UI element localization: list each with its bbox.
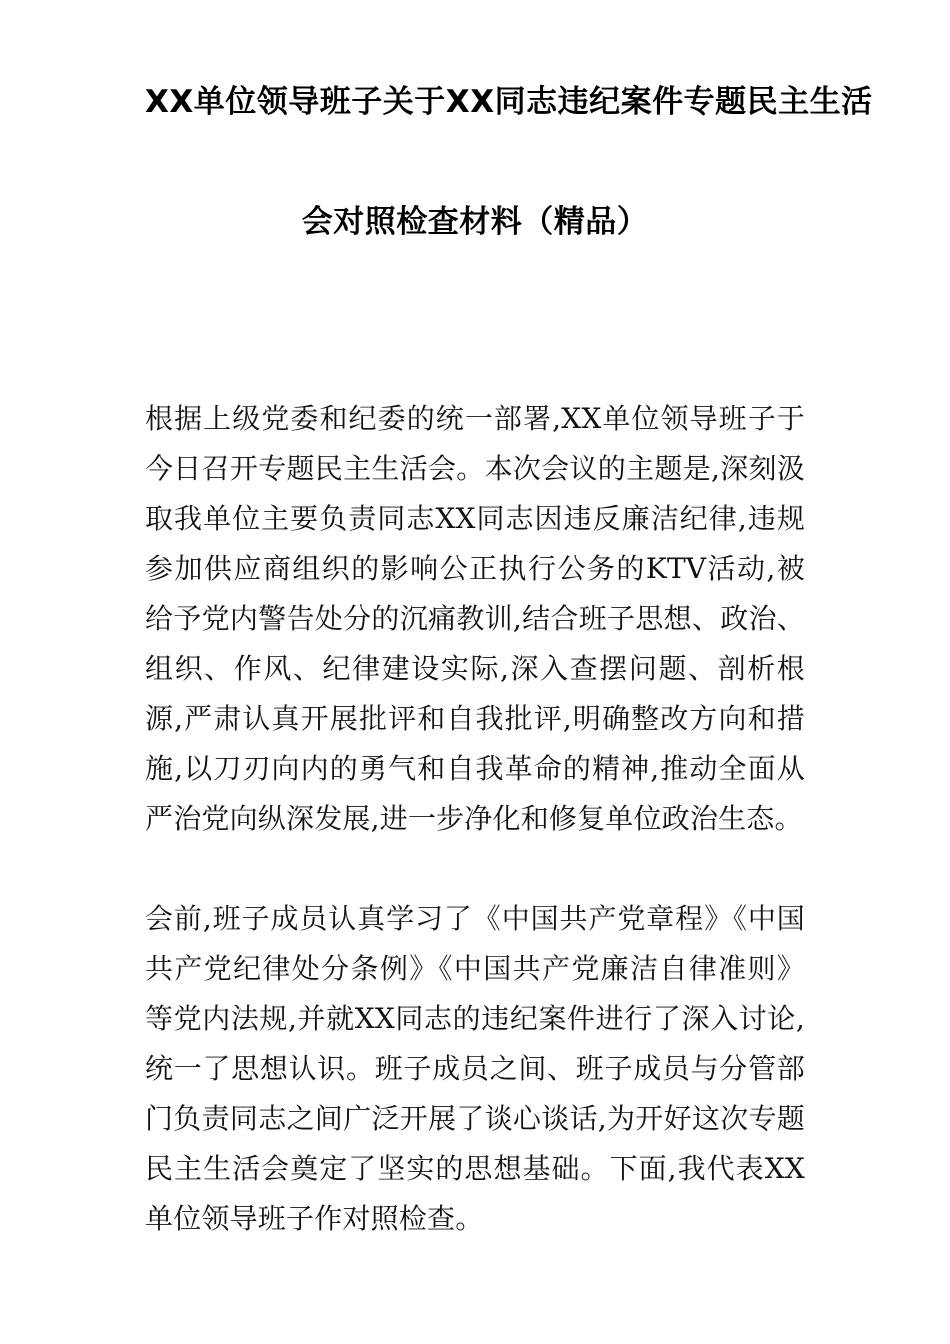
document-title-line-2: 会对照检查材料（精品） [301, 204, 649, 240]
document-body [145, 394, 805, 1244]
document-title [145, 0, 873, 282]
document-content-column [145, 0, 873, 1244]
paragraph-intro-meeting-purpose: 根据上级党委和纪委的统一部署,XX单位领导班子于今日召开专题民主生活会。本次会议的主题是,深刻汲取我单位主要负责同志XX同志因违反廉洁纪律,违规参加供应商组织的影响公正执行公务的KTV活动,被给予党内警告处分的沉痛教训,结合班子思想、政治、组织、作风、纪律建设实际,深入查摆问题、剖析根源,严肃认真开展批评和自我批评,明确整改方向和措施,以刀刃向内的勇气和自我革命的精神,推动全面从严治党向纵深发展,进一步净化和修复单位政治生态。 [145, 402, 805, 835]
document-title-line-1: XX单位领导班子关于XX同志违纪案件专题民主生活 [145, 84, 873, 120]
paragraph-pre-meeting-preparation: 会前,班子成员认真学习了《中国共产党章程》《中国共产党纪律处分条例》《中国共产党廉洁自律准则》等党内法规,并就XX同志的违纪案件进行了深入讨论,统一了思想认识。班子成员之间、班子成员与分管部门负责同志之间广泛开展了谈心谈话,为开好这次专题民主生活会奠定了坚实的思想基础。下面,我代表XX单位领导班子作对照检查。 [145, 902, 805, 1235]
